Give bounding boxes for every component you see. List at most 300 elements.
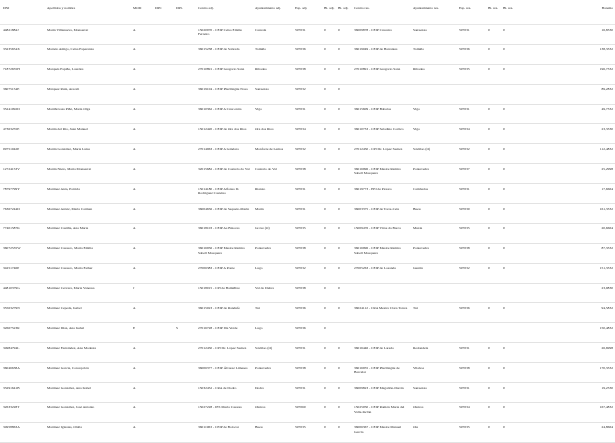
table-row: [0, 243, 615, 263]
col-dpl-cell: [173, 303, 195, 323]
col-ayto-res-cell: Bueu: [413, 206, 421, 211]
col-name-cell: Márquez Ruiz, Araceli: [47, 87, 80, 92]
col-baremo-cell: 19,2330: [601, 385, 613, 390]
col-baremo-cell: 170,3332: [599, 365, 613, 370]
col-esp-res-cell: 597031: [459, 27, 470, 32]
col-bl-adj-1-cell: 0: [324, 425, 326, 430]
col-bl-res-1-header: Bl. res.: [488, 6, 499, 10]
col-mod-cell: A: [133, 126, 136, 131]
col-dni-cell: 36075154E: [3, 87, 20, 92]
table-row: [0, 323, 615, 343]
col-dpc-cell: [152, 363, 173, 383]
col-dpc-cell: [152, 64, 173, 84]
col-esp-adj-header: Esp. adj.: [295, 6, 308, 10]
col-dpc-cell: [152, 263, 173, 283]
col-bl-adj-1-cell: 0: [324, 266, 326, 271]
col-mod-header: MOD: [133, 6, 142, 10]
col-bl-adj-2-cell: 0: [338, 186, 340, 191]
col-ayto-adj-cell: Monforte de Lemos: [255, 146, 284, 151]
col-dpc-cell: [152, 84, 173, 104]
col-mod-cell: A: [133, 27, 136, 32]
col-baremo-header: Baremo: [601, 6, 613, 10]
col-bl-res-2-cell: 0: [503, 146, 505, 151]
col-bl-res-2-cell: 0: [503, 226, 505, 231]
col-name-cell: Martiñovaas Piñó, María Olga: [47, 107, 91, 112]
col-ayto-res-cell: Vigo: [413, 126, 420, 131]
col-dni-cell: 76367244D: [3, 206, 20, 211]
col-name-cell: Martínez González, Ana Isabel: [47, 385, 91, 390]
col-name-cell: Martínez Anta, Patricia: [47, 186, 80, 191]
col-esp-adj-cell: 597036: [295, 305, 306, 310]
col-dpc-header: DPC: [155, 6, 162, 10]
col-esp-res-cell: 597032: [459, 266, 470, 271]
col-esp-res-cell: [456, 283, 485, 303]
col-bl-res-1-cell: 0: [488, 206, 490, 211]
col-ayto-res-cell: Tui: [413, 305, 418, 310]
col-esp-adj-cell: 597031: [295, 385, 306, 390]
col-centro-res-cell: 15025050 - CEIP Ramón María del Valle-Inclán: [354, 405, 405, 414]
col-centro-adj-cell: 27016728 - CEIP Illa Verde: [198, 325, 238, 330]
col-bl-adj-1-cell: 0: [324, 226, 326, 231]
col-bl-adj-2-cell: 0: [338, 166, 340, 171]
col-bl-adj-2-cell: 0: [338, 226, 340, 231]
col-dpl-cell: [173, 124, 195, 144]
col-baremo-cell: 16,8330: [601, 27, 613, 32]
col-ayto-adj-cell: Ribadeo: [255, 67, 267, 72]
col-bl-adj-2-cell: 0: [338, 47, 340, 52]
table-row: [0, 84, 615, 104]
col-ayto-res-cell: Pontevedra: [413, 166, 429, 171]
col-dpl-cell: S: [176, 325, 178, 330]
col-bl-adj-1-cell: 0: [324, 206, 326, 211]
table-row: [0, 283, 615, 303]
col-bl-res-2-cell: 0: [503, 246, 505, 251]
col-bl-res-2-cell: 0: [503, 425, 505, 430]
col-name-cell: Martínez Cepeda, Isabel: [47, 305, 82, 310]
col-centro-res-cell: 36016955 - CEIP Plurilingüe de Barcelar: [354, 365, 400, 374]
col-ayto-res-cell: Sanxenxo: [413, 27, 427, 32]
col-bl-adj-1-cell: 0: [324, 345, 326, 350]
col-dpl-cell: [173, 84, 195, 104]
col-bl-res-2-cell: [500, 84, 517, 104]
col-esp-adj-cell: 597032: [295, 266, 306, 271]
col-bl-adj-2-cell: 0: [338, 365, 340, 370]
col-bl-adj-2-cell: 0: [338, 385, 340, 390]
header-row: [0, 1, 615, 25]
table-row: [0, 44, 615, 64]
col-dni-cell: 36046638A: [3, 365, 20, 370]
col-bl-res-2-cell: 0: [503, 206, 505, 211]
col-bl-res-1-cell: 0: [488, 27, 490, 32]
col-bl-adj-1-cell: 0: [324, 246, 326, 251]
col-centro-res-cell: [351, 84, 410, 104]
col-dpc-cell: [152, 223, 173, 243]
col-dpl-cell: [173, 164, 195, 184]
col-baremo-cell: 49,7332: [601, 107, 613, 112]
col-centro-res-cell: [351, 283, 410, 303]
col-ayto-adj-cell: Tomiño: [255, 47, 266, 52]
table-header: [0, 1, 615, 25]
col-ayto-res-cell: Oia: [413, 425, 419, 430]
col-dpc-cell: [152, 44, 173, 64]
col-bl-res-2-cell: 0: [503, 27, 505, 32]
col-esp-res-cell: [456, 323, 485, 343]
col-bl-adj-2-cell: 0: [338, 126, 340, 131]
col-esp-adj-cell: 597031: [295, 345, 306, 350]
col-dni-cell: 34984794L: [3, 345, 20, 350]
col-bl-adj-1-cell: 0: [324, 186, 326, 191]
col-dni-cell: 34958863A: [3, 425, 20, 430]
col-name-cell: Marín Villanueva, Monserrat: [47, 27, 89, 32]
col-name-cell: Martínez Casasco, María Emilia: [47, 246, 93, 251]
col-ayto-adj-cell: Dodro: [255, 385, 265, 390]
table-row: [0, 303, 615, 323]
col-bl-res-2-cell: 0: [503, 166, 505, 171]
table-row: [0, 422, 615, 442]
col-bl-res-2-cell: 0: [503, 345, 505, 350]
col-baremo-cell: 94,5832: [601, 305, 613, 310]
col-baremo-cell: 20,6664: [601, 226, 613, 231]
col-ayto-adj-cell: Rianxo: [255, 186, 266, 191]
table-row: [0, 124, 615, 144]
col-name-cell: Martínez Arruíz, María Carmen: [47, 206, 93, 211]
col-bl-adj-1-cell: 0: [324, 385, 326, 390]
col-ayto-res-header: Ayuntamiento res.: [413, 6, 439, 10]
col-bl-res-1-cell: 0: [488, 47, 490, 52]
col-mod-cell: A: [133, 246, 136, 251]
col-bl-adj-2-cell: 0: [338, 405, 340, 410]
col-mod-cell: A: [133, 67, 136, 72]
col-esp-res-cell: 597031: [459, 345, 470, 350]
col-bl-adj-2-cell: [335, 323, 351, 343]
col-centro-adj-cell: 15032452 - CRA de Dodro: [198, 385, 237, 390]
col-mod-cell: A: [133, 87, 136, 92]
col-centro-res-cell: 36019773 - EEI de Paxaro: [354, 186, 392, 191]
col-dpl-cell: [173, 25, 195, 45]
col-ayto-adj-cell: Ora dos Ríos: [255, 126, 274, 131]
col-ayto-adj-cell: Bueu: [255, 425, 263, 430]
col-ayto-adj-cell: Tui: [255, 305, 260, 310]
col-dni-header: DNI: [3, 6, 10, 10]
col-dpc-cell: [152, 243, 173, 263]
col-bl-res-1-cell: 0: [488, 107, 490, 112]
col-bl-adj-2-cell: 0: [338, 107, 340, 112]
col-centro-adj-cell: 36015023 - CEIP de Randufe: [198, 305, 240, 310]
col-baremo-cell: 196,7332: [599, 67, 613, 72]
col-dpc-cell: [152, 124, 173, 144]
col-bl-res-1-cell: [485, 84, 500, 104]
col-centro-res-cell: 36010733 - CEIP Saladino Cortizo: [354, 126, 404, 131]
col-centro-adj-cell: 15014180 - CEIP Alfonso D. Rodríguez Castelao: [198, 186, 240, 195]
col-centro-adj-cell: 36018103 - CEIP As Bizocas: [198, 226, 240, 231]
col-baremo-cell: 23,9830: [601, 286, 613, 291]
col-bl-res-1-cell: 0: [488, 405, 490, 410]
col-dni-cell: 47363255E: [3, 126, 20, 131]
col-dpl-cell: [173, 263, 195, 283]
col-bl-res-1-cell: 0: [488, 425, 490, 430]
col-bl-adj-1-cell: 0: [324, 166, 326, 171]
col-dpc-cell: [152, 402, 173, 422]
col-esp-adj-cell: 597036: [295, 47, 306, 52]
col-dpl-cell: [173, 383, 195, 403]
col-name-cell: Martín Nieto, María Monserrat: [47, 166, 92, 171]
col-esp-adj-cell: 597038: [295, 286, 306, 291]
col-centro-res-cell: [351, 323, 410, 343]
col-mod-cell: A: [133, 385, 136, 390]
col-esp-adj-cell: 597038: [295, 166, 306, 171]
col-bl-res-2-cell: 0: [503, 405, 505, 410]
col-esp-res-cell: 597035: [459, 425, 470, 430]
col-centro-adj-cell: 36006377 - CEIP Álvarez Limeses: [198, 365, 248, 370]
col-mod-cell: A: [133, 345, 136, 350]
col-name-cell: Martín González, María Luisa: [47, 146, 90, 151]
col-centro-adj-cell: 36015238 - CEIP de Sobrada: [198, 47, 240, 52]
col-esp-adj-cell: 597060: [295, 405, 306, 410]
col-bl-res-2-cell: [500, 283, 517, 303]
col-baremo-cell: 87,3332: [601, 246, 613, 251]
col-bl-res-2-cell: 0: [503, 126, 505, 131]
col-dpl-cell: [173, 243, 195, 263]
col-bl-res-1-cell: 0: [488, 345, 490, 350]
table-row: [0, 25, 615, 45]
col-esp-res-cell: 597031: [459, 186, 470, 191]
col-dpc-cell: [152, 323, 173, 343]
col-bl-res-1-cell: 0: [488, 365, 490, 370]
table-row: [0, 402, 615, 422]
col-esp-res-cell: 597038: [459, 246, 470, 251]
col-dpc-cell: [152, 25, 173, 45]
col-mod-cell: A: [133, 186, 136, 191]
col-name-cell: Martín del Río, Juan Manuel: [47, 126, 88, 131]
col-esp-res-cell: 597036: [459, 47, 470, 52]
col-dpc-cell: [152, 422, 173, 442]
col-ayto-res-cell: Vilaboa: [413, 365, 425, 370]
col-ayto-adj-cell: Vigo: [255, 107, 262, 112]
col-esp-adj-cell: 597032: [295, 87, 306, 92]
col-ayto-adj-cell: Castrelo do Val: [255, 166, 277, 171]
col-dni-cell: 34251746P: [3, 266, 20, 271]
col-dpl-cell: [173, 44, 195, 64]
col-ayto-res-cell: Saviñao (O): [413, 146, 431, 151]
table-row: [0, 204, 615, 224]
col-bl-res-2-cell: 0: [503, 266, 505, 271]
col-esp-res-cell: 597034: [459, 126, 470, 131]
col-esp-res-cell: 597032: [459, 146, 470, 151]
col-centro-adj-cell: 27014963 - CEIP A Gándara: [198, 146, 239, 151]
col-dpl-cell: [173, 363, 195, 383]
col-ayto-adj-cell: Lugo: [255, 325, 263, 330]
col-esp-res-cell: 597037: [459, 166, 470, 171]
col-mod-cell: A: [133, 365, 136, 370]
col-bl-res-2-cell: 0: [503, 47, 505, 52]
col-ayto-res-cell: Guntín: [413, 266, 423, 271]
table-row: [0, 164, 615, 184]
col-esp-adj-cell: 597031: [295, 206, 306, 211]
col-esp-adj-cell: 597036: [295, 325, 306, 330]
col-centro-adj-cell: 36016956 - CEIP Mestre Ramiro Sabell Mosquera: [198, 246, 245, 255]
col-mod-cell: A: [133, 425, 136, 430]
col-name-cell: Martínez Castiña, Ana María: [47, 226, 89, 231]
col-bl-res-1-cell: 0: [488, 385, 490, 390]
col-bl-adj-1-cell: 0: [324, 325, 326, 330]
col-esp-res-cell: 597031: [459, 107, 470, 112]
col-esp-adj-cell: 597032: [295, 146, 306, 151]
col-ayto-adj-cell: Grove (O): [255, 226, 270, 231]
col-ayto-adj-cell: Carreda: [255, 27, 267, 32]
col-bl-res-1-cell: 0: [488, 186, 490, 191]
col-baremo-cell: 167,4832: [599, 405, 613, 410]
col-esp-adj-cell: 597031: [295, 186, 306, 191]
col-dpc-cell: [152, 303, 173, 323]
col-mod-cell: A: [133, 146, 136, 151]
col-bl-adj-2-cell: 0: [338, 266, 340, 271]
col-dpl-cell: [173, 402, 195, 422]
col-dni-cell: 09751042P: [3, 146, 20, 151]
table-row: [0, 363, 615, 383]
col-mod-cell: A: [133, 166, 136, 171]
col-ayto-res-cell: [410, 323, 456, 343]
col-esp-res-header: Esp. res.: [459, 6, 472, 10]
col-bl-res-2-cell: 0: [503, 305, 505, 310]
col-mod-cell: A: [133, 226, 136, 231]
col-baremo-cell: 24,8664: [601, 425, 613, 430]
col-name-cell: Martelo Amigo, Celsa Esperanza: [47, 47, 94, 52]
col-dni-cell: 33235654X: [3, 47, 20, 52]
col-dni-cell: 35563279N: [3, 305, 20, 310]
col-baremo-cell: 26,6998: [601, 345, 613, 350]
col-ayto-res-cell: Pontevedra: [413, 246, 429, 251]
col-centro-adj-cell: 15012420 - CEIP de Ora dos Ríos: [198, 126, 247, 131]
col-bl-adj-2-cell: 0: [338, 305, 340, 310]
col-baremo-cell: 138,3332: [599, 47, 613, 52]
col-centro-adj-cell: 15020970 - CEIP Celso Emilio Ferreiro: [198, 27, 243, 36]
table-row: [0, 263, 615, 283]
col-bl-adj-1-cell: 0: [324, 405, 326, 410]
col-ayto-adj-cell: Oleiros: [255, 405, 266, 410]
col-bl-adj-2-cell: 0: [338, 27, 340, 32]
col-dpl-cell: [173, 104, 195, 124]
col-esp-res-cell: [456, 84, 485, 104]
col-bl-adj-1-cell: 0: [324, 87, 326, 92]
col-bl-adj-2-cell: 0: [338, 286, 340, 291]
col-esp-res-cell: 597036: [459, 305, 470, 310]
col-bl-res-2-cell: 0: [503, 107, 505, 112]
col-baremo-cell: 89,2832: [601, 87, 613, 92]
col-bl-res-2-cell: 0: [503, 385, 505, 390]
col-dpl-cell: [173, 144, 195, 164]
col-bl-res-2-cell: [500, 323, 517, 343]
col-dpl-cell: [173, 283, 195, 303]
col-mod-cell: A: [133, 206, 136, 211]
col-ayto-res-cell: Tomiño: [413, 47, 424, 52]
col-dni-cell: 32667523R: [3, 325, 20, 330]
col-centro-adj-cell: 36010362 - CEIP A Cruz entra: [198, 107, 242, 112]
table-row: [0, 223, 615, 243]
col-centro-res-cell: 27005263 - CEIP de Losanda: [354, 266, 396, 271]
col-ayto-adj-header: Ayuntamiento adj.: [255, 6, 282, 10]
col-dni-cell: 35241092D: [3, 107, 20, 112]
col-bl-adj-1-cell: 0: [324, 305, 326, 310]
col-bl-adj-2-cell: 0: [338, 67, 340, 72]
col-centro-adj-cell: 27006383 - CEIP A Ponte: [198, 266, 235, 271]
col-dpc-cell: [152, 184, 173, 204]
col-ayto-adj-cell: Saviñao (O): [255, 345, 273, 350]
col-dni-cell: 44821884J: [3, 27, 19, 32]
col-bl-adj-2-cell: 0: [338, 206, 340, 211]
col-mod-cell: A: [133, 405, 136, 410]
col-bl-res-2-header: Bl. res.: [503, 6, 514, 10]
col-centro-res-cell: 36024112 - CRA Mestra Clara Torres: [354, 305, 408, 310]
col-esp-res-cell: 597035: [459, 67, 470, 72]
col-dpl-cell: [173, 422, 195, 442]
col-dpl-cell: [173, 343, 195, 363]
col-esp-res-cell: 597035: [459, 226, 470, 231]
col-centro-res-cell: 15009476 - CEIP Virxe da Barca: [354, 226, 401, 231]
col-bl-adj-2-cell: 0: [338, 246, 340, 251]
col-esp-res-cell: 597038: [459, 365, 470, 370]
col-dni-cell: 36072535W: [3, 246, 21, 251]
col-name-header: Apellidos y nombre: [47, 6, 76, 10]
table-row: [0, 104, 615, 124]
col-bl-res-1-cell: 0: [488, 246, 490, 251]
col-dpl-cell: [173, 184, 195, 204]
col-esp-adj-cell: 597031: [295, 27, 306, 32]
col-bl-res-2-cell: 0: [503, 365, 505, 370]
col-dpl-cell: [173, 64, 195, 84]
col-bl-res-1-cell: 0: [488, 126, 490, 131]
col-ayto-res-cell: Oleiros: [413, 405, 424, 410]
col-baremo-cell: 25,2998: [601, 166, 613, 171]
col-baremo-cell: 151,3332: [599, 266, 613, 271]
col-baremo-cell: 23,3330: [601, 126, 613, 131]
col-dpl-cell: [173, 204, 195, 224]
table-row: [0, 343, 615, 363]
col-ayto-res-cell: Ribadeo: [413, 67, 425, 72]
col-esp-adj-cell: 597038: [295, 67, 306, 72]
col-esp-adj-cell: 597038: [295, 246, 306, 251]
col-dpc-cell: [152, 144, 173, 164]
col-baremo-cell: 150,4832: [599, 325, 613, 330]
col-centro-res-cell: 27010891 - CEIP Gregorio Sanz: [354, 67, 401, 72]
col-dpl-cell: [173, 223, 195, 243]
col-bl-adj-1-cell: 0: [324, 67, 326, 72]
col-bl-adj-1-cell: 0: [324, 286, 326, 291]
col-ayto-res-cell: Muxía: [413, 226, 423, 231]
col-centro-res-header: Centro res.: [354, 6, 370, 10]
table-body: [0, 25, 615, 443]
col-dpc-cell: [152, 283, 173, 303]
col-bl-adj-1-cell: 0: [324, 47, 326, 52]
col-name-cell: Martínez García, Concepción: [47, 365, 89, 370]
col-name-cell: Martínez Cervera, María Vanessa: [47, 286, 95, 291]
col-centro-res-cell: 36003375 - CEIP de Torre-Cela: [354, 206, 400, 211]
col-baremo-cell: 161,3332: [599, 206, 613, 211]
col-ayto-adj-cell: Marín: [255, 206, 264, 211]
col-bl-res-1-cell: 0: [488, 305, 490, 310]
col-centro-adj-cell: 36004656 - CEIP de Sequelo-Marín: [198, 206, 250, 211]
col-bl-res-1-cell: 0: [488, 67, 490, 72]
col-mod-cell: A: [133, 266, 136, 271]
col-bl-res-1-cell: 0: [488, 146, 490, 151]
col-centro-adj-cell: 27010891 - CEIP Gregorio Sanz: [198, 67, 245, 72]
col-ayto-adj-cell: Pontevedra: [255, 246, 271, 251]
col-name-cell: Marquès Espiña, Lourdes: [47, 67, 84, 72]
col-dpc-cell: [152, 204, 173, 224]
col-bl-adj-2-cell: 0: [338, 425, 340, 430]
col-centro-adj-cell: 15018015 - CPI de Bamiñbre: [198, 286, 240, 291]
col-name-cell: Martínez Casasco, María Esther: [47, 266, 93, 271]
col-ayto-res-cell: Redondela: [413, 345, 429, 350]
